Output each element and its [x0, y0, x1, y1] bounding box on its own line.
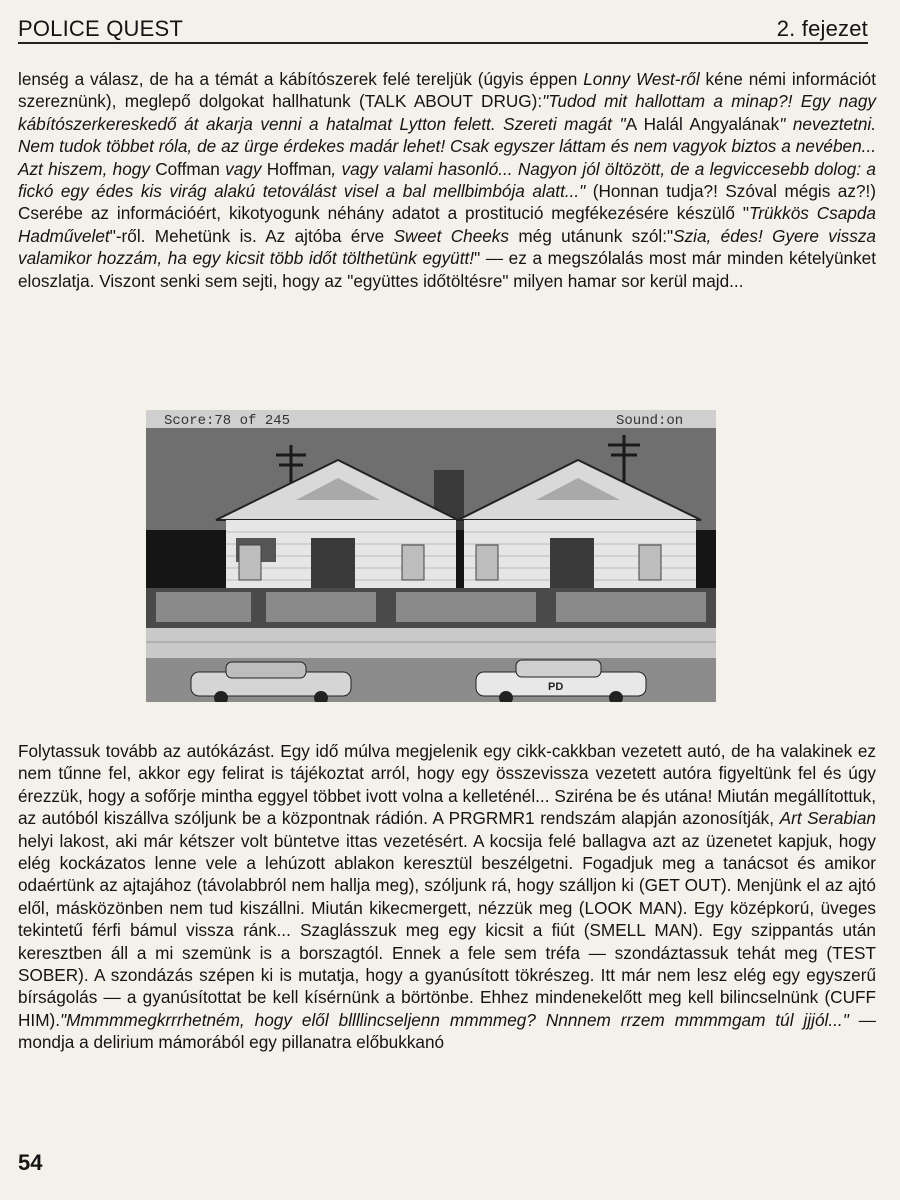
para1-run: kéne némi információt szereznünk), meglepő dolgokat hallhatunk (TALK ABOUT DRUG):: [18, 69, 876, 112]
para1-run: Coffman: [155, 158, 220, 179]
body-paragraph-1: [18, 68, 876, 292]
chapter-label: 2. fejezet: [776, 16, 868, 41]
para2-run: helyi lakost, aki már kétszer volt büntetve ittas vezetésért. A kocsija felé ballagva azt az üzenetet kapjuk, hogy elég kockázatos lenne vele a lehúzott ablakon keresztül beszélgetni. Fogadjuk meg a tanácsot és amikor odaértünk az ajtajához (távolabbról nem hallja meg), szóljunk rá, hogy szálljon ki (GET OUT). Menjünk el az ajtó elől, másközönben nem tud kiszállni. Miután kikecmergett, nézzük meg (LOOK MAN). Egy középkorú, üveges tekintetű férfi bámul vissza ránk... Szaglásszuk meg egy kicsit a fiút (SMELL MAN). Egy szippantás után keresztben áll a mi szemünk is a borszagtól. Ennek a fele sem tréfa — szondáztassuk tehát meg (TEST SOBER). A szondázás szépen ki is mutatja, hogy a gyanúsított tökrészeg. Itt már nem lesz elég egy egyszerű bírságolás — a gyanúsítottat be kell kísérnünk a börtönbe. Ehhez mindenekelőtt meg kell bilincselnünk (CUFF HIM).: [18, 830, 876, 1030]
para1-run: "-ről. Mehetünk is. Az ajtóba érve: [109, 225, 394, 246]
score-readout: Score:78 of 245: [164, 413, 291, 429]
book-title: POLICE QUEST: [18, 16, 183, 41]
para1-run: A Halál Angyalának: [625, 113, 780, 134]
para1-run: lenség a válasz, de ha a témát a kábítószerek felé tereljük (úgyis éppen: [18, 69, 584, 89]
para2-run: Art Serabian: [779, 808, 876, 829]
para1-run: Trükkös Csapda Hadművelet: [18, 203, 876, 246]
para1-run: " neveztetni. Nem tudok többet róla, de az ürge érdekes madár lehet! Csak egyszer láttam és nem vagyok biztos a nevében... Azt hiszem, hogy: [18, 113, 876, 179]
para2-run: "Mmmmmegkrrrhetném, hogy elől bllllincseljenn mmmmeg? Nnnnem rrzem mmmmgam túl jjjól...": [60, 1009, 849, 1030]
para1-run: , vagy valami hasonló... Nagyon jól öltözött, de a legviccesebb dolog: a fickó egy édes kis virág alakú tetoválást visel a bal mellbimbója alatt...": [18, 158, 876, 202]
police-car-label: PD: [548, 681, 564, 693]
para1-run: " — ez a megszólalás most már minden kételyünket eloszlatja. Viszont senki sem sejti, hogy az "együttes időtöltésre" milyen hamar sor kerül majd...: [18, 248, 876, 291]
game-screenshot: [146, 410, 716, 702]
running-header: [18, 14, 868, 44]
para2-run: — mondja a delirium mámorából egy pillanatra előbukkanó: [18, 1009, 876, 1053]
para1-run: még utánunk szól:": [509, 225, 674, 246]
para1-run: "Tudod mit hallottam a minap?! Egy nagy kábítószerkereskedő át akarja venni a hatalmat Lytton felett. Szereti magát ": [18, 91, 876, 134]
para2-run: Folytassuk tovább az autókázást. Egy idő múlva megjelenik egy cikk-cakkban vezetett autó, de ha valakinek ez nem tűnne fel, akkor egy felirat is tájékoztat arról, hogy egy összevissza vezetett autóra figyeltünk fel és úgy érezzük, hogy a sofőrje mintha eggyel többet ivott volna a kelleténél... Sziréna be és utána! Miután megállítottuk, az autóból kiszállva szóljunk be a központnak rádión. A PRGRMR1 rendszám alapján azonosítják,: [18, 741, 876, 829]
para1-run: Hoffman: [266, 158, 332, 179]
sound-readout: Sound:on: [616, 413, 684, 429]
para1-run: vagy: [219, 158, 267, 179]
para1-run: Lonny West-ről: [583, 69, 700, 89]
para1-run: Sweet Cheeks: [393, 225, 509, 246]
para1-run: (Honnan tudja?! Szóval mégis az?!) Cserébe az információért, kikotyogunk néhány adatot a prostitució megfékezésére készülő ": [18, 181, 877, 224]
body-paragraph-2: [18, 740, 876, 1054]
page-number: 54: [18, 1150, 43, 1175]
para1-run: Szia, édes! Gyere vissza valamikor hozzám, ha egy kicsit több időt tölthetünk együtt!: [18, 225, 876, 269]
